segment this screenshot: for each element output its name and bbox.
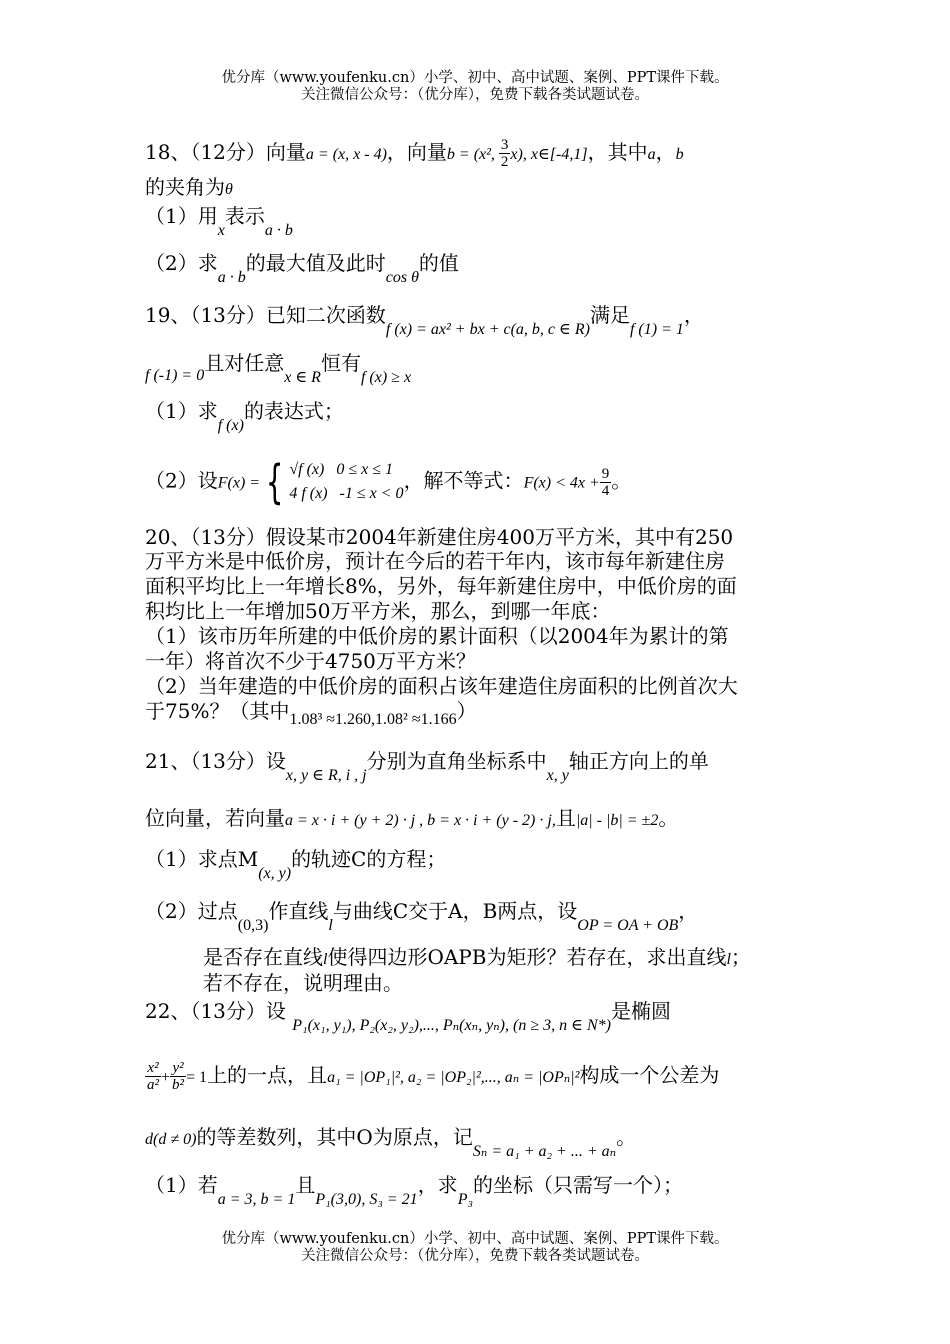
q22-line2: $\frac{\text{x²}}{\text{a²}}$ + $\frac{\text{y²}}{\text{b²}}$ = 1上的一点，且a₁ = |OP₁|², a₂ = |OP₂|²,..., aₙ = |OPₙ|²构成一个公差为 xyxy=(147,1060,720,1093)
q18-part1: （1）用x表示a · b xyxy=(145,204,293,239)
q19-part1: （1）求f (x)的表达式； xyxy=(145,399,344,434)
q22-ellipse-x: $\frac{\text{x²}}{\text{a²}}$ xyxy=(147,1060,159,1093)
q21-part2-line3: 若不存在，说明理由。 xyxy=(203,971,403,995)
q19-piecewise: √f (x) 0 ≤ x ≤ 1 4 f (x) -1 ≤ x < 0 xyxy=(289,461,404,502)
q21-part2: （2）过点(0,3)作直线l与曲线C交于A，B两点，设OP = OA + OB， xyxy=(145,899,699,934)
q18-a: a xyxy=(647,146,656,163)
q20-line7: （2）当年建造的中低价房的面积占该年建造住房面积的比例首次大 xyxy=(145,674,738,698)
page-header-line1: 优分库（www.youfenku.cn）小学、初中、高中试题、案例、PPT课件下载。 xyxy=(221,70,729,86)
q18-line2: 的夹角为θ xyxy=(145,175,233,199)
q19-part2: （2）设F(x) = { √f (x) 0 ≤ x ≤ 1 4 f (x) -1 ≤ x < 0 ，解不等式：F(x) < 4x + $\frac{9}{4}$ 。 xyxy=(145,455,632,509)
q19-line1: 19、（13分）已知二次函数f (x) = ax² + bx + c(a, b, c ∈ R)满足f (1) = 1， xyxy=(145,303,704,338)
q21-part1: （1）求点M(x, y)的轨迹C的方程； xyxy=(145,847,447,882)
q22-line3: d(d ≠ 0)的等差数列，其中O为原点，记Sₙ = a₁ + a₂ + ... + aₙ。 xyxy=(145,1125,637,1160)
q20-line8: 于75%？（其中$_{1.08^3 \approx 1.260,1.08^2 \approx 1.166}$） xyxy=(145,699,477,728)
page-footer-line1: 优分库（www.youfenku.cn）小学、初中、高中试题、案例、PPT课件下载。 xyxy=(221,1231,729,1247)
page-header-line2: 关注微信公众号：（优分库），免费下载各类试题试卷。 xyxy=(301,87,649,103)
q18-b: b xyxy=(675,146,684,163)
q20-line6: 一年）将首次不少于4750万平方米？ xyxy=(145,649,476,673)
q20-line2: 万平方米是中低价房，预计在今后的若干年内，该市每年新建住房 xyxy=(145,549,725,573)
q18-vec-b-pre: b = (x², xyxy=(446,146,499,163)
q18-theta: θ xyxy=(225,181,233,198)
q19-line2: $_{f (-1) = 0}$且对任意x ∈ R恒有f (x) ≥ x xyxy=(145,351,412,386)
q21-line1: 21、（13分）设x, y ∈ R, i , j分别为直角坐标系中x, y轴正方向上的单 xyxy=(145,749,709,784)
q18-part2: （2）求a · b的最大值及此时cos θ的值 xyxy=(145,251,459,286)
page-footer-line2: 关注微信公众号：（优分库），免费下载各类试题试卷。 xyxy=(301,1248,649,1264)
q22-line1: 22、（13分）设 P₁(x₁, y₁), P₂(x₂, y₂),..., Pₙ(xₙ, yₙ), (n ≥ 3, n ∈ N*)是椭圆 xyxy=(145,999,671,1034)
q20-line3: 面积平均比上一年增长8%，另外，每年新建住房中，中低价房的面 xyxy=(145,574,737,598)
q18-fraction: $\frac{3}{2}$ xyxy=(500,137,509,170)
q18-line1: 18、（12分）向量a = (x, x - 4)，向量b = (x², $\frac{3}{2}$ x), x∈[-4,1]，其中a，b xyxy=(145,137,684,170)
q22-ellipse-y: $\frac{\text{y²}}{\text{b²}}$ xyxy=(172,1060,185,1093)
q20-line1: 20、（13分）假设某市2004年新建住房400万平方米，其中有250 xyxy=(145,525,734,549)
q18-tail: ，其中 xyxy=(587,140,648,164)
q18-vec-b-post: x), x∈[-4,1] xyxy=(510,146,588,163)
q18-head: 18、（12分）向量 xyxy=(145,140,306,164)
q18-mid: ，向量 xyxy=(386,140,447,164)
q20-line5: （1）该市历年所建的中低价房的累计面积（以2004年为累计的第 xyxy=(145,624,729,648)
q21-part2-line2: 是否存在直线l使得四边形OAPB为矩形？若存在，求出直线l； xyxy=(203,945,751,969)
q21-line2: 位向量，若向量a = x · i + (y + 2) · j , b = x · i + (y - 2) · j,且|a| - |b| = ±2。 xyxy=(145,806,679,830)
left-brace-icon: { xyxy=(265,455,284,509)
q18-vec-a: a = (x, x - 4) xyxy=(305,146,387,163)
q20-line4: 积均比上一年增加50万平方米，那么，到哪一年底： xyxy=(145,599,611,623)
q22-part1: （1）若a = 3, b = 1且P₁(3,0), S₃ = 21，求P₃的坐标（只需写一个）； xyxy=(145,1173,684,1208)
